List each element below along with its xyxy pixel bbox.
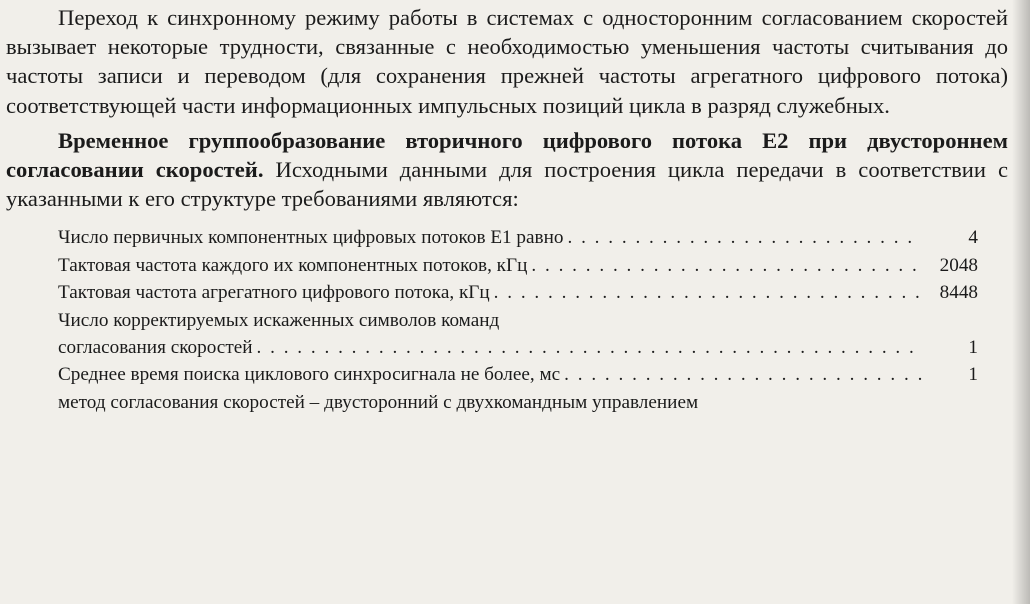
dot-leader (531, 252, 922, 279)
parameter-label: Тактовая частота агрегатного цифрового потока, кГц (58, 282, 490, 304)
paragraph-sync-mode (6, 3, 1008, 120)
parameter-label: Тактовая частота каждого их компонентных потоков, кГц (58, 254, 528, 276)
parameter-value: 1 (968, 364, 978, 386)
parameter-value: 4 (968, 227, 978, 249)
dot-leader (567, 224, 922, 251)
parameter-row (58, 279, 978, 306)
parameter-row-method (58, 389, 978, 416)
parameter-row (58, 224, 978, 251)
dot-leader (257, 334, 923, 361)
parameter-row (58, 361, 978, 388)
parameter-label: согласования скоростей (58, 337, 253, 359)
parameter-label: Число первичных компонентных цифровых потоков Е1 равно (58, 227, 564, 249)
paragraph-e2-multiplexing (6, 126, 1008, 214)
parameter-value: 2048 (939, 254, 978, 276)
page-edge-shadow (1012, 0, 1030, 604)
parameter-row (58, 334, 978, 361)
parameters-list (58, 224, 978, 416)
parameter-row (58, 252, 978, 279)
parameter-value: 8448 (939, 282, 978, 304)
parameter-label: Среднее время поиска циклового синхросигнала не более, мс (58, 364, 561, 386)
parameter-row-first-line (58, 307, 978, 334)
dot-leader (564, 361, 922, 388)
parameter-method-text: метод согласования скоростей – двусторонний с двухкомандным управлением (58, 391, 699, 413)
dot-leader (494, 279, 922, 306)
parameter-label-line1: Число корректируемых искаженных символов команд (58, 309, 500, 331)
paragraph-2-text: Исходными данными для построения цикла передачи в соответствии с указанными к его структуре требованиями являются: (6, 157, 1009, 212)
section-heading: Временное группообразование вторичного цифрового потока Е2 при двустороннем согласовании скоростей. (6, 127, 1008, 183)
parameter-value: 1 (968, 337, 978, 359)
paragraph-1-text: Переход к синхронному режиму работы в системах с односторонним согласованием скоростей вызывает некоторые трудности, связанные с необходимостью уменьшения частоты считывания до частоты записи и переводом (для сохранения прежней частоты агрегатного цифрового потока) соответствующей части информационных импульсных позиций цикла в разряд служебных. (6, 5, 1008, 118)
